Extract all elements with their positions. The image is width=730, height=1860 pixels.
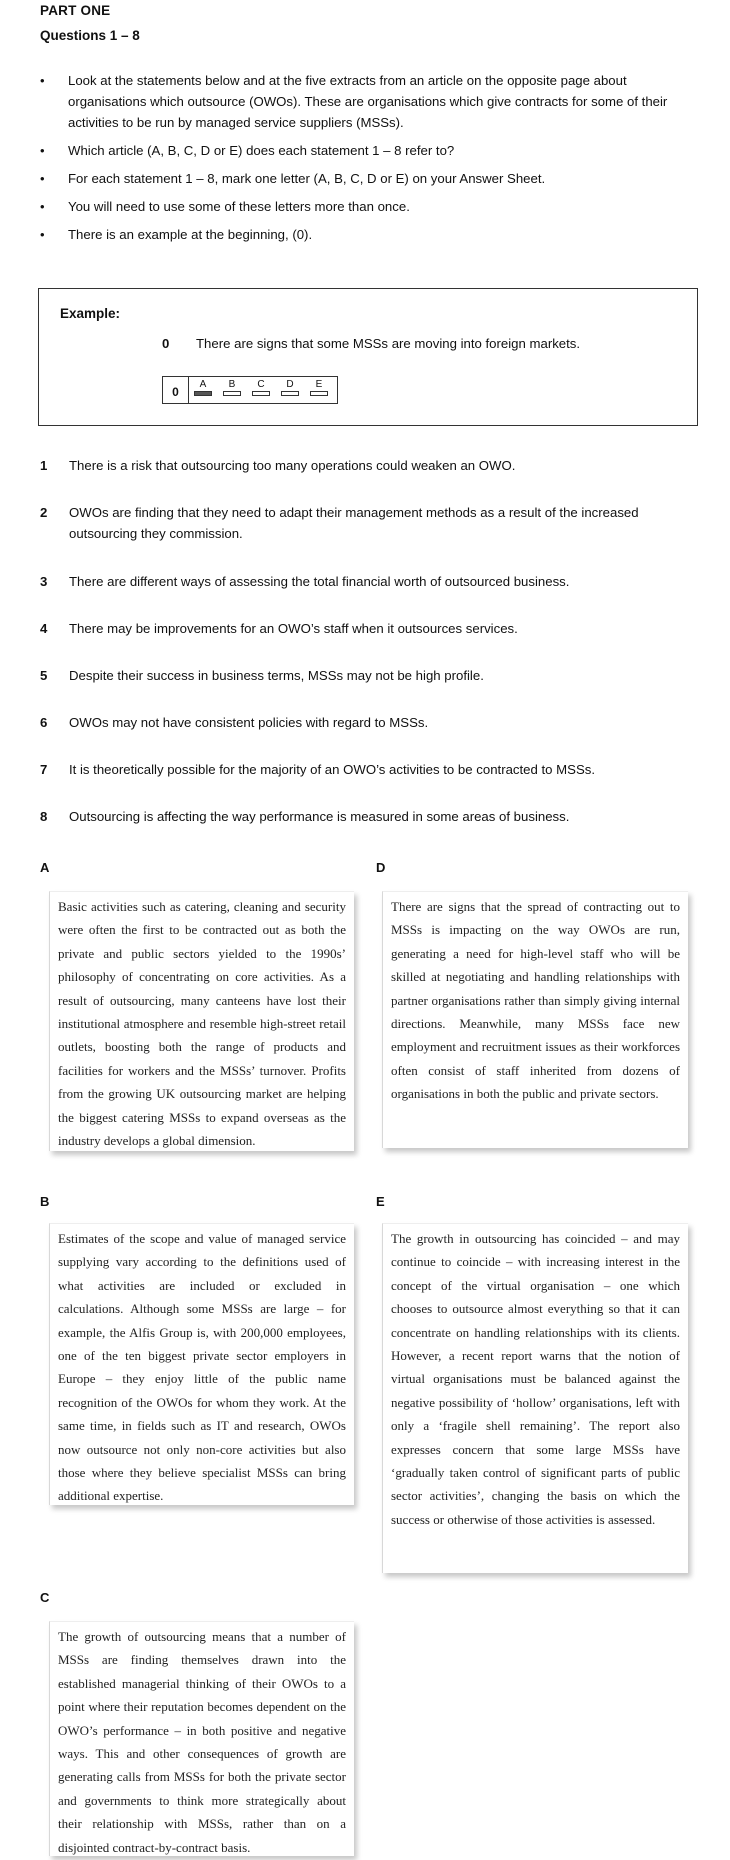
extract-label-a: A — [40, 860, 50, 875]
answer-bubble — [310, 391, 328, 396]
answer-bubble — [194, 391, 212, 396]
example-statement: There are signs that some MSSs are moving into foreign markets. — [196, 336, 581, 351]
answer-option-letter: A — [199, 379, 207, 390]
answer-option-letter: C — [257, 379, 265, 390]
question-item — [40, 712, 680, 733]
extract-label-b: B — [40, 1194, 50, 1209]
extract-label-e: E — [376, 1194, 385, 1209]
extract-label-d: D — [376, 860, 386, 875]
answer-bubble — [281, 391, 299, 396]
question-text: Despite their success in business terms, MSSs may not be high profile. — [69, 668, 484, 683]
instruction-item: • Which article (A, B, C, D or E) does each statement 1 – 8 refer to? — [40, 140, 680, 161]
question-text: It is theoretically possible for the majority of an OWO’s activities to be contracted to MSSs. — [69, 762, 596, 777]
instruction-item: • There is an example at the beginning, (0). — [40, 224, 680, 245]
question-number: 3 — [40, 574, 48, 589]
question-number: 7 — [40, 762, 48, 777]
answer-option-letter: D — [286, 379, 294, 390]
answer-grid-number: 0 — [163, 377, 189, 403]
question-item — [40, 618, 680, 639]
example-answer-grid — [162, 376, 338, 404]
question-item — [40, 806, 680, 827]
extract-b-text: Estimates of the scope and value of managed service supplying vary according to the definitions used of what activities are included or excluded in calculations. Although some MSSs are large – for example, the Alfis Group is, with 200,000 employees, one of the ten biggest private sector employers in Europe – they enjoy little of the public name recognition of the OWOs for whom they work. At the same time, in fields such as IT and research, OWOs now outsource not only non-core activities but also those where they believe specialist MSSs can bring additional expertise. — [49, 1223, 354, 1505]
instruction-item: • For each statement 1 – 8, mark one letter (A, B, C, D or E) on your Answer Sheet. — [40, 168, 680, 189]
extract-e-text: The growth in outsourcing has coincided – and may continue to coincide – with increasing interest in the concept of the virtual organisation – one which chooses to outsource almost everything so that it can concentrate on handling relationships with its clients. However, a recent report warns that the notion of virtual organisations must be balanced against the negative possibility of ‘hollow’ organisations, left with only a ‘fragile shell remaining’. The report also expresses concern that some large MSSs have ‘gradually taken control of significant parts of public sector activities’, changing the basis on which the success or otherwise of those activities is assessed. — [382, 1223, 688, 1573]
question-text: OWOs are finding that they need to adapt their management methods as a result of the increased outsourcing they commission. — [69, 505, 639, 541]
example-label: Example: — [60, 306, 121, 321]
extract-a-text: Basic activities such as catering, cleaning and security were often the first to be contracted out as both the private and public sectors yielded to the 1990s’ philosophy of concentrating on core activities. As a result of outsourcing, many canteens have lost their institutional atmosphere and resemble high-street retail outlets, boosting both the range of products and facilities for workers and the MSSs’ turnover. Profits from the growing UK outsourcing market are helping the biggest catering MSSs to expand overseas as the industry develops a global dimension. — [49, 891, 354, 1151]
instruction-item: • You will need to use some of these letters more than once. — [40, 196, 680, 217]
answer-option-b — [222, 379, 242, 396]
question-item — [40, 665, 680, 686]
question-item — [40, 571, 680, 592]
question-text: Outsourcing is affecting the way performance is measured in some areas of business. — [69, 809, 570, 824]
question-number: 1 — [40, 458, 48, 473]
question-number: 6 — [40, 715, 48, 730]
instruction-item: • Look at the statements below and at the five extracts from an article on the opposite page about organisations which outsource (OWOs). These are organisations which give contracts for some of their activities to be run by managed service suppliers (MSSs). — [40, 70, 680, 133]
question-item — [40, 759, 680, 780]
answer-bubble — [223, 391, 241, 396]
answer-option-a — [193, 379, 213, 396]
answer-option-letter: B — [228, 379, 236, 390]
question-text: There are different ways of assessing the total financial worth of outsourced business. — [69, 574, 570, 589]
extract-label-c: C — [40, 1590, 50, 1605]
extract-c-text: The growth of outsourcing means that a number of MSSs are finding themselves drawn into the established managerial thinking of their OWOs to a point where their reputation becomes dependent on the OWO’s performance – in both positive and negative ways. This and other consequences of growth are generating calls from MSSs for both the private sector and governments to think more strategically about their relationship with MSSs, rather than on a disjointed contract-by-contract basis. — [49, 1621, 354, 1856]
instructions-list — [40, 70, 680, 252]
question-number: 8 — [40, 809, 48, 824]
answer-option-e — [309, 379, 329, 396]
answer-option-c — [251, 379, 271, 396]
question-item — [40, 455, 680, 476]
answer-bubble — [252, 391, 270, 396]
question-text: There may be improvements for an OWO’s staff when it outsources services. — [69, 621, 518, 636]
extract-d-text: There are signs that the spread of contracting out to MSSs is impacting on the way OWOs are run, generating a need for high-level staff who will be skilled at negotiating and handling relationships with partner organisations rather than simply giving internal directions. Meanwhile, many MSSs face new employment and recruitment issues as their workforces often consist of staff inherited from dozens of organisations in both the public and private sectors. — [382, 891, 688, 1148]
part-heading: PART ONE — [40, 3, 111, 18]
answer-option-d — [280, 379, 300, 396]
question-text: There is a risk that outsourcing too many operations could weaken an OWO. — [69, 458, 516, 473]
question-text: OWOs may not have consistent policies with regard to MSSs. — [69, 715, 429, 730]
question-number: 2 — [40, 505, 48, 520]
question-item — [40, 502, 680, 544]
answer-option-letter: E — [315, 379, 323, 390]
question-number: 5 — [40, 668, 48, 683]
example-box — [38, 288, 698, 426]
questions-heading: Questions 1 – 8 — [40, 28, 140, 43]
example-number: 0 — [162, 336, 170, 351]
question-number: 4 — [40, 621, 48, 636]
